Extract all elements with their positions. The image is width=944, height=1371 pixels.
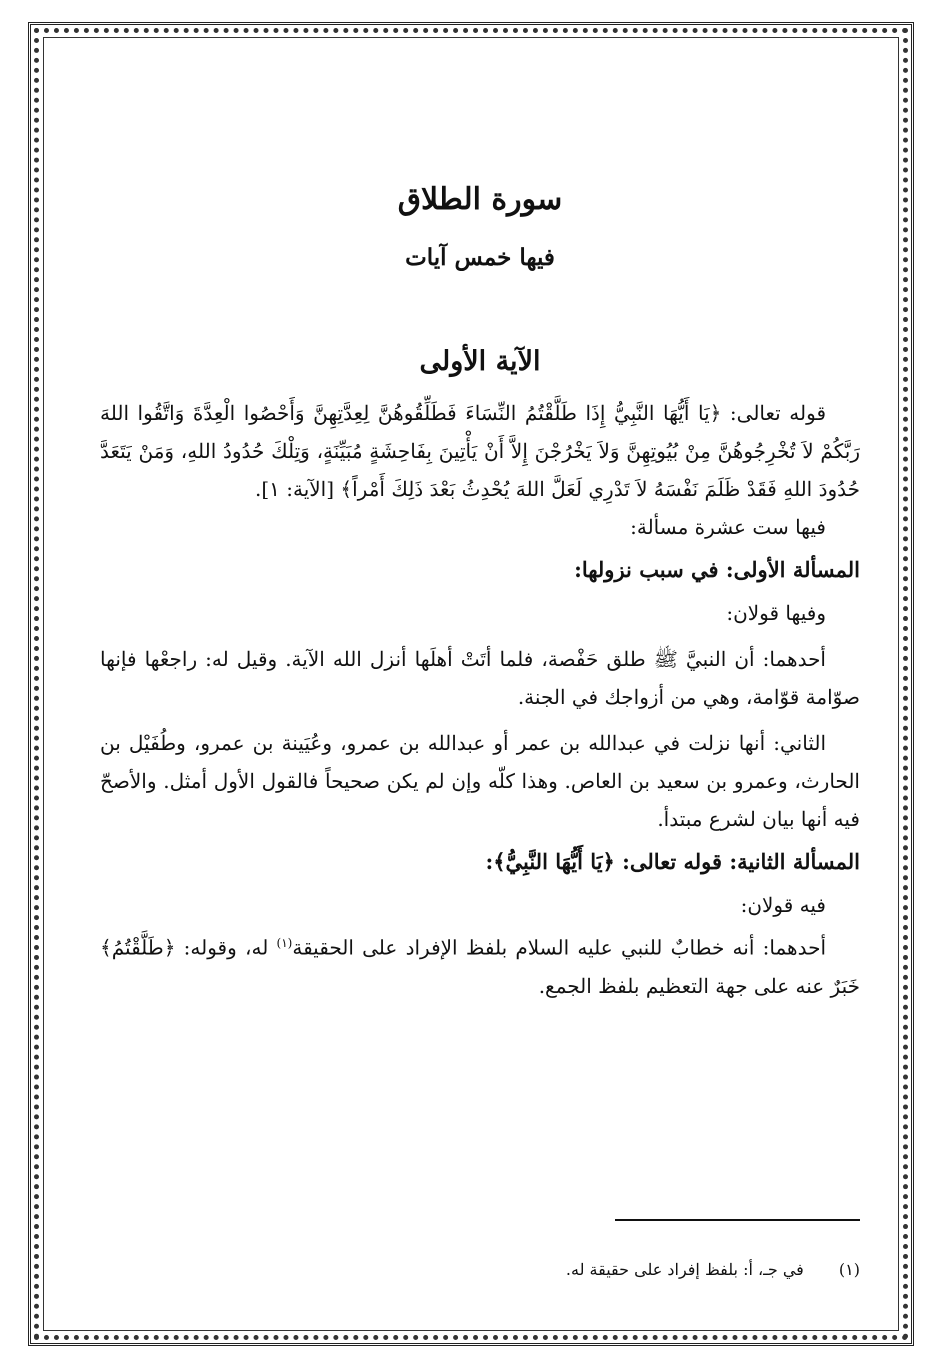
masala-1-first-opinion: أحدهما: أن النبيَّ ﷺ طلق حَفْصة، فلما أتَتْ أهلَها أنزل الله الآية. وقيل له: راجعْها فإنها صوّامة قوّامة، وهي من أزواجك في الجنة.	[100, 647, 860, 709]
masala-2-intro: فيه قولان:	[740, 893, 826, 917]
footnote-number: (١)	[838, 1260, 860, 1279]
masala-2-first-text-cont: له، وقوله: ﴿طَلَّقْتُمُ﴾ خَبَرٌ عنه على جهة التعظيم بلفظ الجمع.	[100, 935, 860, 998]
verse-paragraph: قوله تعالى: ﴿يَا أَيُّهَا النَّبِيُّ إِذَا طَلَّقْتُمُ النِّسَاءَ فَطَلِّقُوهُنَّ لِعِدَّتِهِنَّ وَأَحْصُوا الْعِدَّةَ وَاتَّقُوا اللهَ رَبَّكُمْ لاَ تُخْرِجُوهُنَّ مِنْ بُيُوتِهِنَّ وَلاَ يَخْرُجْنَ إِلاَّ أَنْ يَأْتِينَ بِفَاحِشَةٍ مُبَيِّنَةٍ، وَتِلْكَ حُدُودُ اللهِ، وَمَنْ يَتَعَدَّ حُدُودَ اللهِ فَقَدْ ظَلَمَ نَفْسَهُ لاَ تَدْرِي لَعَلَّ اللهَ يُحْدِثُ بَعْدَ ذَلِكَ أَمْراً﴾ [الآية: ١].	[100, 401, 860, 501]
masala-1-second-opinion: الثاني: أنها نزلت في عبدالله بن عمر أو عبدالله بن عمرو، وعُيَينة بن عمرو، وطُفَيْل بن الحارث، وعمرو بن سعيد بن العاص. وهذا كلّه وإن لم يكن صحيحاً فالقول الأول أمثل. والأصحّ فيه أنها بيان لشرع مبتدأ.	[100, 731, 860, 831]
surah-subtitle: فيها خمس آيات	[405, 244, 555, 271]
footnote-reference[interactable]: (١)	[276, 936, 293, 950]
ayah-heading: الآية الأولى	[419, 346, 541, 377]
footnote	[400, 1258, 860, 1282]
masala-2-heading: المسألة الثانية: قوله تعالى: ﴿يَا أَيُّهَا النَّبِيُّ﴾:	[485, 849, 860, 874]
masala-2-first-opinion	[100, 924, 860, 1005]
masala-2-first-text: أحدهما: أنه خطابٌ للنبي عليه السلام بلفظ الإفراد على الحقيقة	[292, 935, 826, 960]
masala-1-intro: وفيها قولان:	[726, 601, 826, 625]
footnote-divider	[615, 1219, 860, 1221]
masala-1-heading: المسألة الأولى: في سبب نزولها:	[574, 557, 860, 582]
issues-count: فيها ست عشرة مسألة:	[630, 515, 826, 539]
surah-title: سورة الطلاق	[397, 182, 563, 217]
footnote-text: في جـ، أ: بلفظ إفراد على حقيقة له.	[565, 1260, 804, 1279]
page-body	[100, 180, 860, 1005]
